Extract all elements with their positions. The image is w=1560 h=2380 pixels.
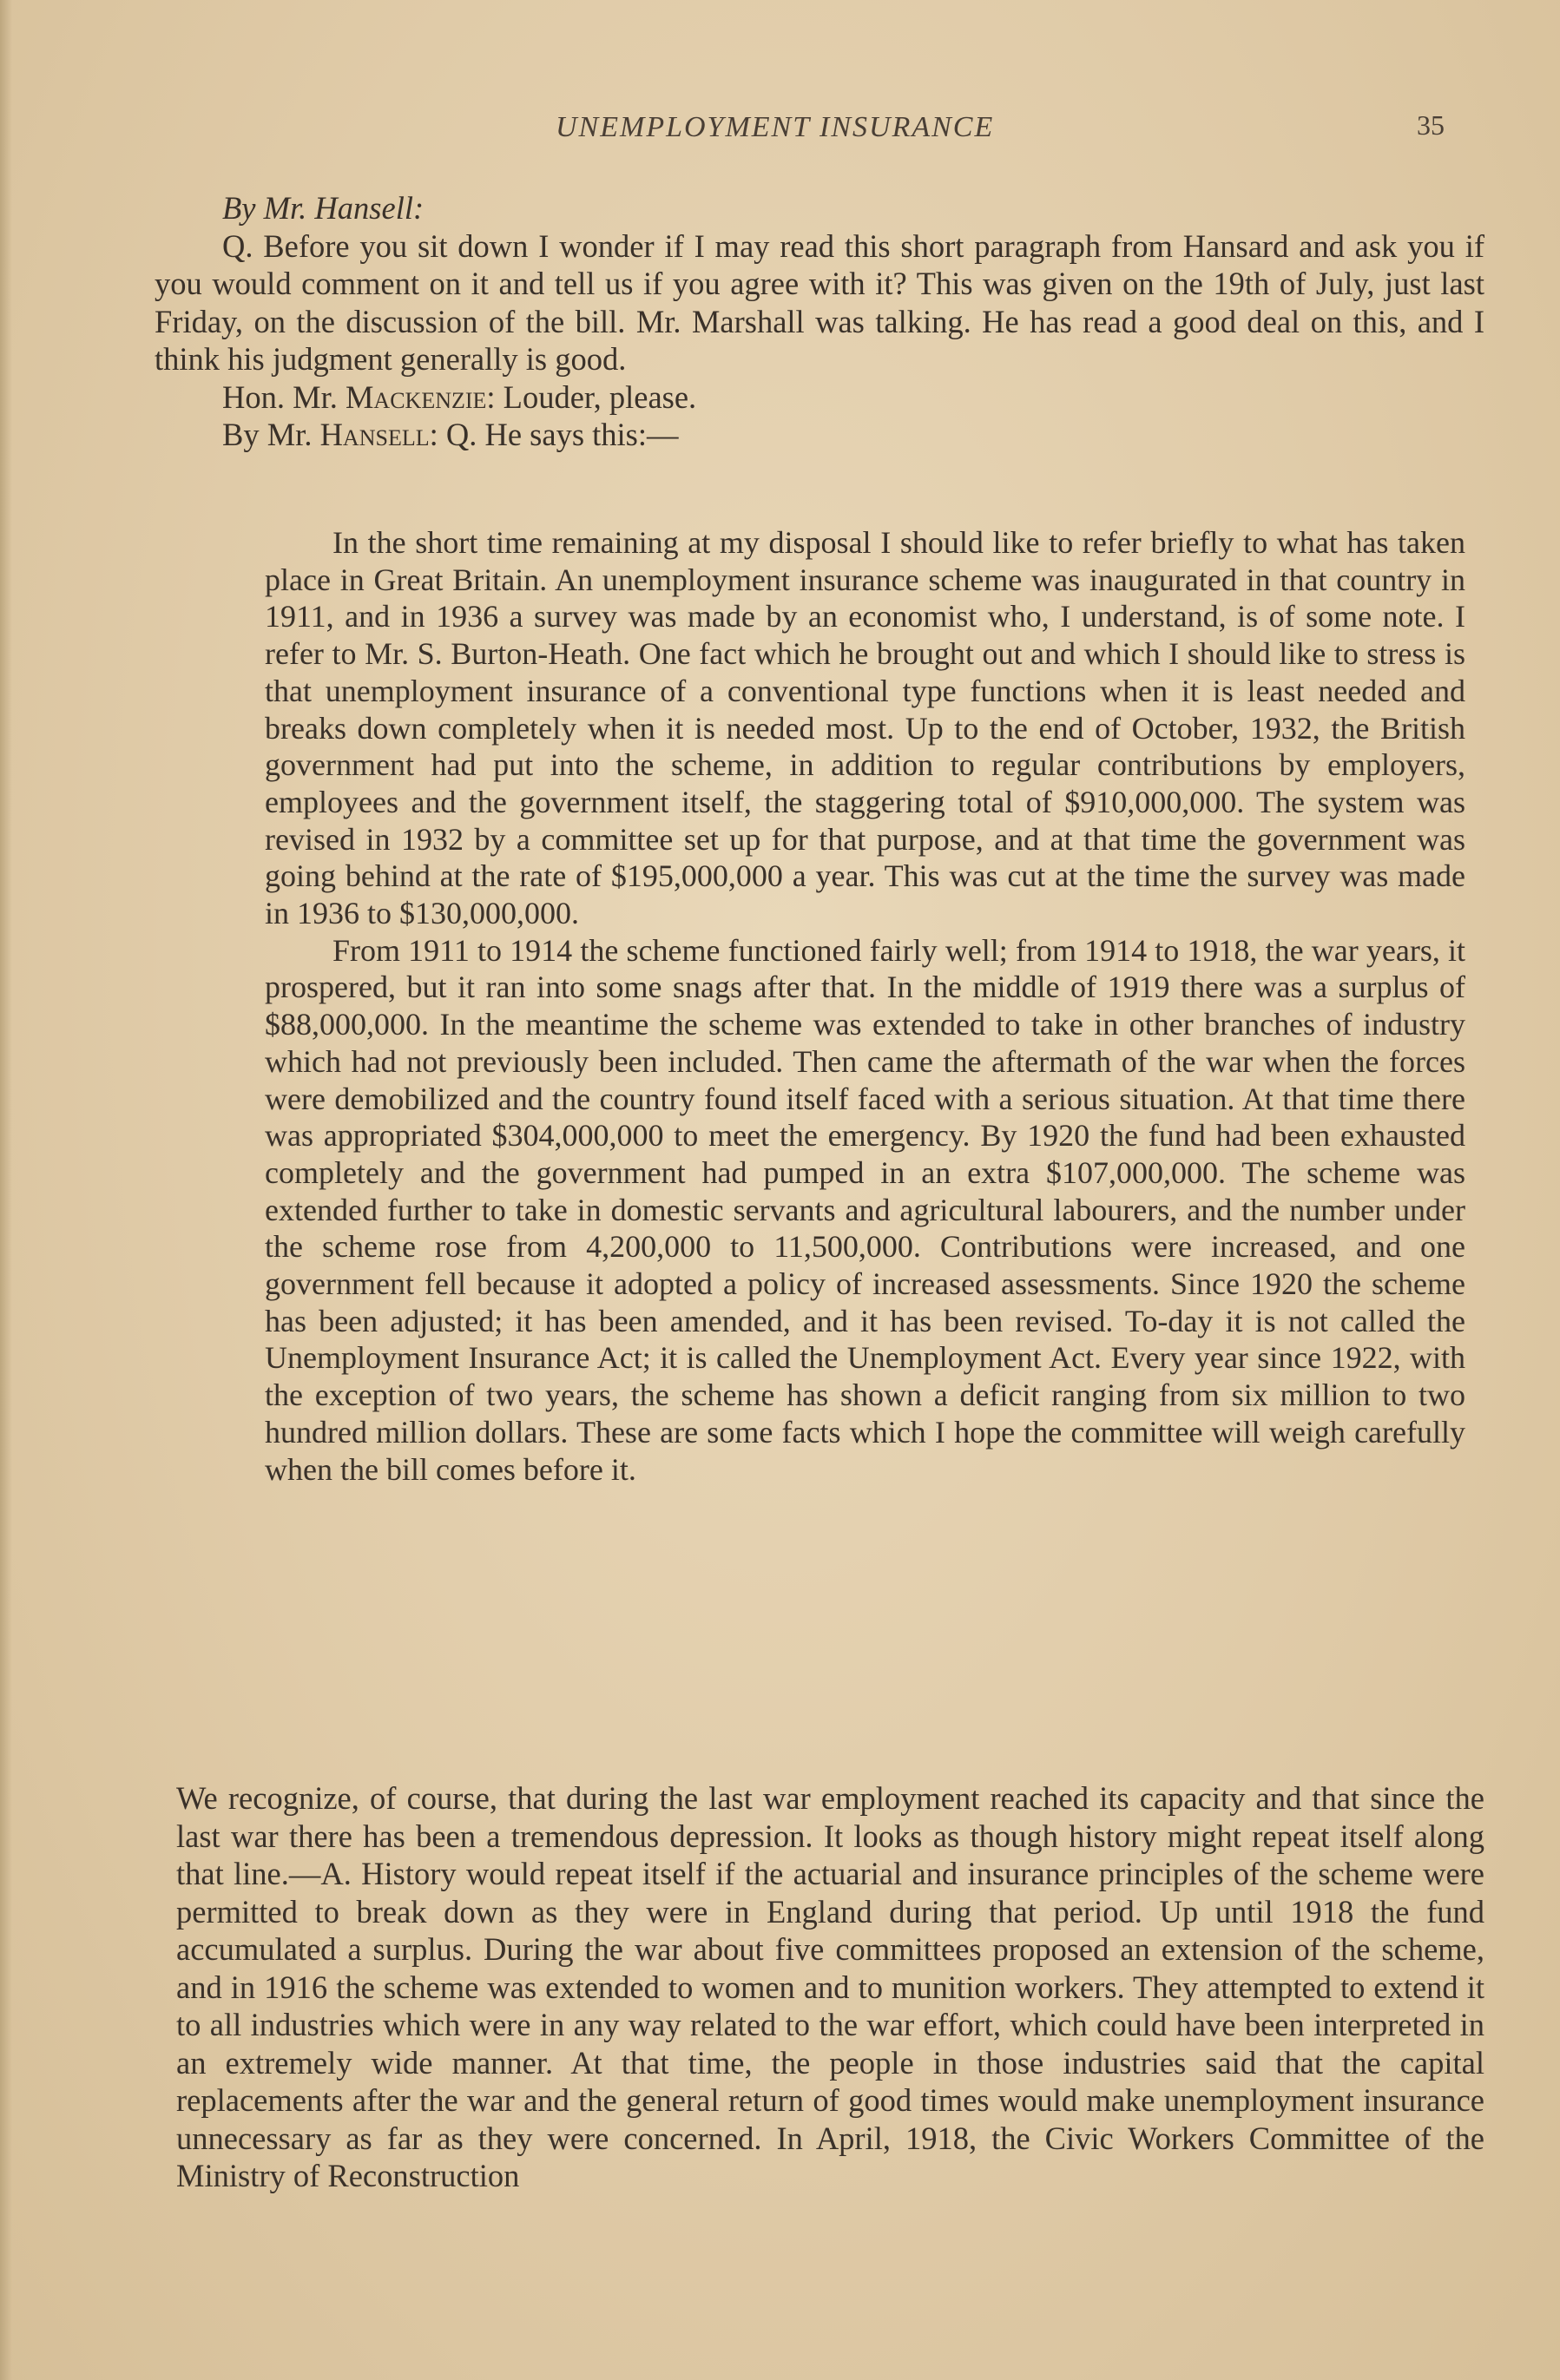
by-line: By Mr. Hansell: [222,190,425,226]
page-number: 35 [1417,109,1445,141]
mackenzie-name: Mackenzie [345,378,487,415]
quote-paragraph-2: From 1911 to 1914 the scheme functioned fairly well; from 1914 to 1918, the war years, it prospered, but it ran into some snags after that. In the middle of 1919 there was a surplus of $88,000,000. In the meantime the scheme was extended to take in other branches of industry which had not previously been included. Then came the aftermath of the war when the forces were demobilized and the country found itself faced with a serious situation. At that time there was appropriated $304,000,000 to meet the emergency. By 1920 the fund had been exhausted completely and the government had pumped in an extra $107,000,000. The scheme was extended further to take in domestic servants and agricultural labourers, and the number under the scheme rose from 4,200,000 to 11,500,000. Contributions were increased, and one government fell because it adopted a policy of increased assessments. Since 1920 the scheme has been adjusted; it has been amended, and it has been revised. To-day it is not called the Unemployment Insurance Act; it is called the Unemployment Act. Every year since 1922, with the exception of two years, the scheme has shown a deficit ranging from six million to two hundred million dollars. These are some facts which I hope the committee will weigh carefully when the bill comes before it. [265,932,1465,1487]
mackenzie-line [155,378,1484,417]
hansell-text: : Q. He says this:— [429,417,679,452]
running-header-title: UNEMPLOYMENT INSURANCE [556,111,995,143]
hansell-prefix: By Mr. [222,417,320,452]
page-edge-shadow [0,0,12,2380]
quote-paragraph-1: In the short time remaining at my disposal I should like to refer briefly to what has taken place in Great Britain. An unemployment insurance scheme was inaugurated in that country in 1911, and in 1936 a survey was made by an economist who, I understand, is of some note. I refer to Mr. S. Burton-Heath. One fact which he brought out and which I should like to stress is that unemployment insurance of a conventional type functions when it is least needed and breaks down completely when it is needed most. Up to the end of October, 1932, the British government had put into the scheme, in addition to regular contributions by employers, employees and the government itself, the staggering total of $910,000,000. The system was revised in 1932 by a committee set up for that purpose, and at that time the government was going behind at the rate of $195,000,000 a year. This was cut at the time the survey was made in 1936 to $130,000,000. [265,525,1465,931]
hansell-line [155,416,1484,454]
answer-section [176,1779,1484,2195]
question-paragraph: Q. Before you sit down I wonder if I may read this short paragraph from Hansard and ask you if you would comment on it and tell us if you agree with it? This was given on the 19th of July, just last Friday, on the discussion of the bill. Mr. Marshall was talking. He has read a good deal on this, and I think his judgment generally is good. [155,227,1484,377]
hansard-quotation [265,524,1465,1488]
answer-paragraph: We recognize, of course, that during the last war employment reached its capacity and that since the last war there has been a tremendous depression. It looks as though history might repeat itself along that line.—A. History would repeat itself if the actuarial and insurance principles of the scheme were permitted to break down as they were in England during that period. Up until 1918 the fund accumulated a surplus. During the war about five committees proposed an extension of the scheme, and in 1916 the scheme was extended to women and to munition workers. They attempted to extend it to all industries which were in any way related to the war effort, which could have been interpreted in an extremely wide manner. At that time, the people in those industries said that the capital replacements after the war and the general return of good times would make unemployment insurance unnecessary as far as they were concerned. In April, 1918, the Civic Workers Committee of the Ministry of Reconstruction [176,1780,1484,2193]
hansell-name: Hansell [319,417,430,452]
intro-section [155,189,1484,454]
mackenzie-prefix: Hon. Mr. [222,378,346,415]
mackenzie-text: : Louder, please. [486,378,697,415]
